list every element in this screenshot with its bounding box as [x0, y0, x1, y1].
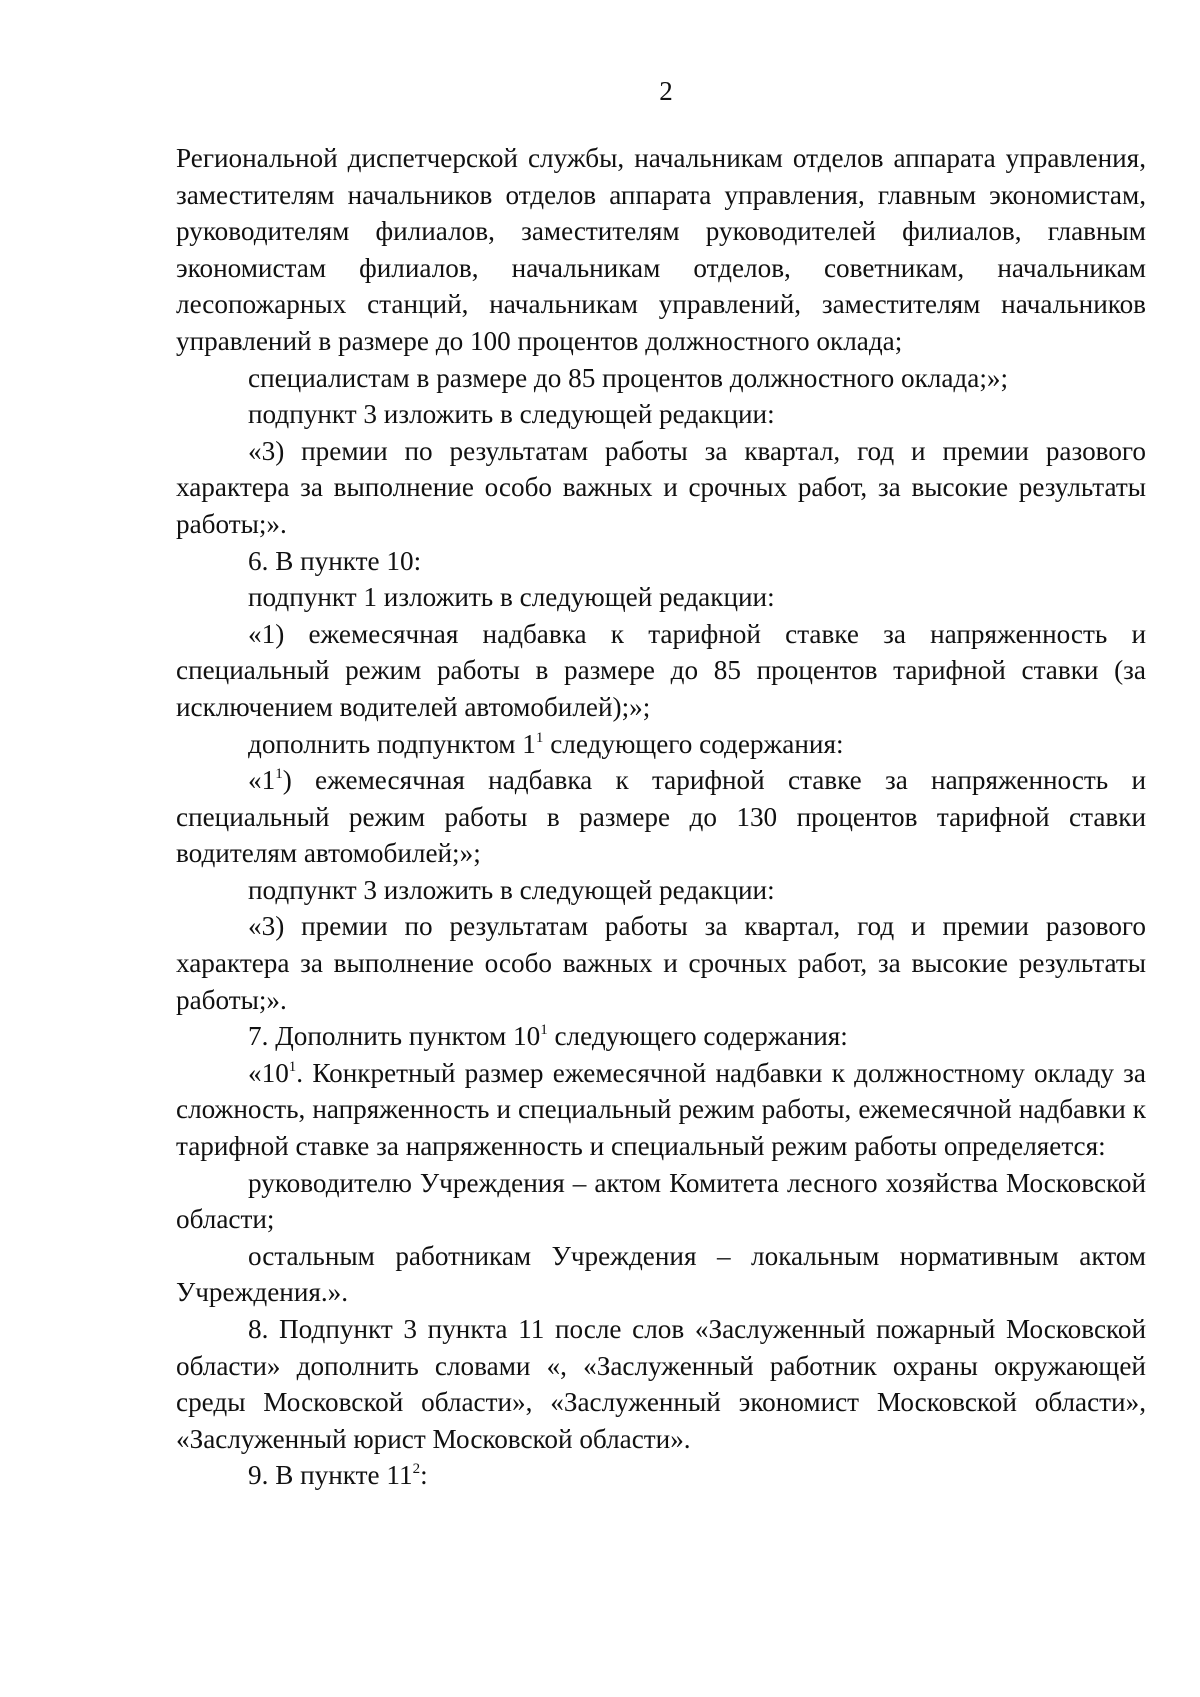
- paragraph: [176, 762, 1146, 872]
- paragraph: [176, 1055, 1146, 1165]
- text-span: следующего содержания:: [547, 1021, 848, 1052]
- paragraph: Региональной диспетчерской службы, начальникам отделов аппарата управления, заместителям начальников отделов аппарата управления, главным экономистам, руководителям филиалов, заместителям руководителей филиалов, главным экономистам филиалов, начальникам отделов, советникам, начальникам лесопожарных станций, начальникам управлений, заместителям начальников управлений в размере до 100 процентов должностного оклада;: [176, 143, 1146, 356]
- text-span: «1: [248, 765, 276, 796]
- document-body: [176, 140, 1146, 1494]
- paragraph: 8. Подпункт 3 пункта 11 после слов «Заслуженный пожарный Московской области» дополнить словами «, «Заслуженный работник охраны окружающей среды Московской области», «Заслуженный экономист Московской области», «Заслуженный юрист Московской области».: [176, 1314, 1146, 1454]
- paragraph: [176, 726, 1146, 763]
- paragraph: 6. В пункте 10:: [248, 545, 422, 576]
- paragraph: подпункт 3 изложить в следующей редакции:: [248, 874, 775, 905]
- paragraph: подпункт 3 изложить в следующей редакции:: [248, 399, 775, 430]
- superscript: 1: [275, 766, 283, 783]
- page-number: 2: [659, 76, 673, 106]
- text-span: «10: [248, 1057, 289, 1088]
- text-span: следующего содержания:: [543, 728, 844, 759]
- paragraph: специалистам в размере до 85 процентов должностного оклада;»;: [248, 362, 1009, 393]
- paragraph: «3) премии по результатам работы за квартал, год и премии разового характера за выполнение особо важных и срочных работ, за высокие результаты работы;».: [176, 911, 1146, 1015]
- superscript: 1: [535, 729, 544, 746]
- paragraph: [176, 1457, 1146, 1494]
- text-span: :: [420, 1460, 428, 1491]
- paragraph: остальным работникам Учреждения – локальным нормативным актом Учреждения.».: [176, 1240, 1146, 1308]
- paragraph: «1) ежемесячная надбавка к тарифной ставке за напряженность и специальный режим работы в размере до 85 процентов тарифной ставки (за исключением водителей автомобилей);»;: [176, 618, 1146, 722]
- paragraph: «3) премии по результатам работы за квартал, год и премии разового характера за выполнение особо важных и срочных работ, за высокие результаты работы;».: [176, 435, 1146, 539]
- paragraph: [176, 1018, 1146, 1055]
- text-span: дополнить подпунктом 1: [248, 728, 536, 759]
- paragraph: подпункт 1 изложить в следующей редакции:: [248, 582, 775, 613]
- paragraph: руководителю Учреждения – актом Комитета лесного хозяйства Московской области;: [176, 1167, 1146, 1235]
- superscript: 2: [412, 1461, 421, 1478]
- text-span: 7. Дополнить пунктом 10: [248, 1021, 541, 1052]
- text-span: . Конкретный размер ежемесячной надбавки к должностному окладу за сложность, напряженность и специальный режим работы, ежемесячной надбавки к тарифной ставке за напряженность и специальный режим работы определяется:: [176, 1057, 1146, 1162]
- text-span: ) ежемесячная надбавка к тарифной ставке за напряженность и специальный режим работы в размере до 130 процентов тарифной ставки водителям автомобилей;»;: [176, 765, 1146, 869]
- superscript: 1: [540, 1022, 548, 1039]
- text-span: 9. В пункте 11: [248, 1460, 413, 1491]
- superscript: 1: [288, 1058, 297, 1075]
